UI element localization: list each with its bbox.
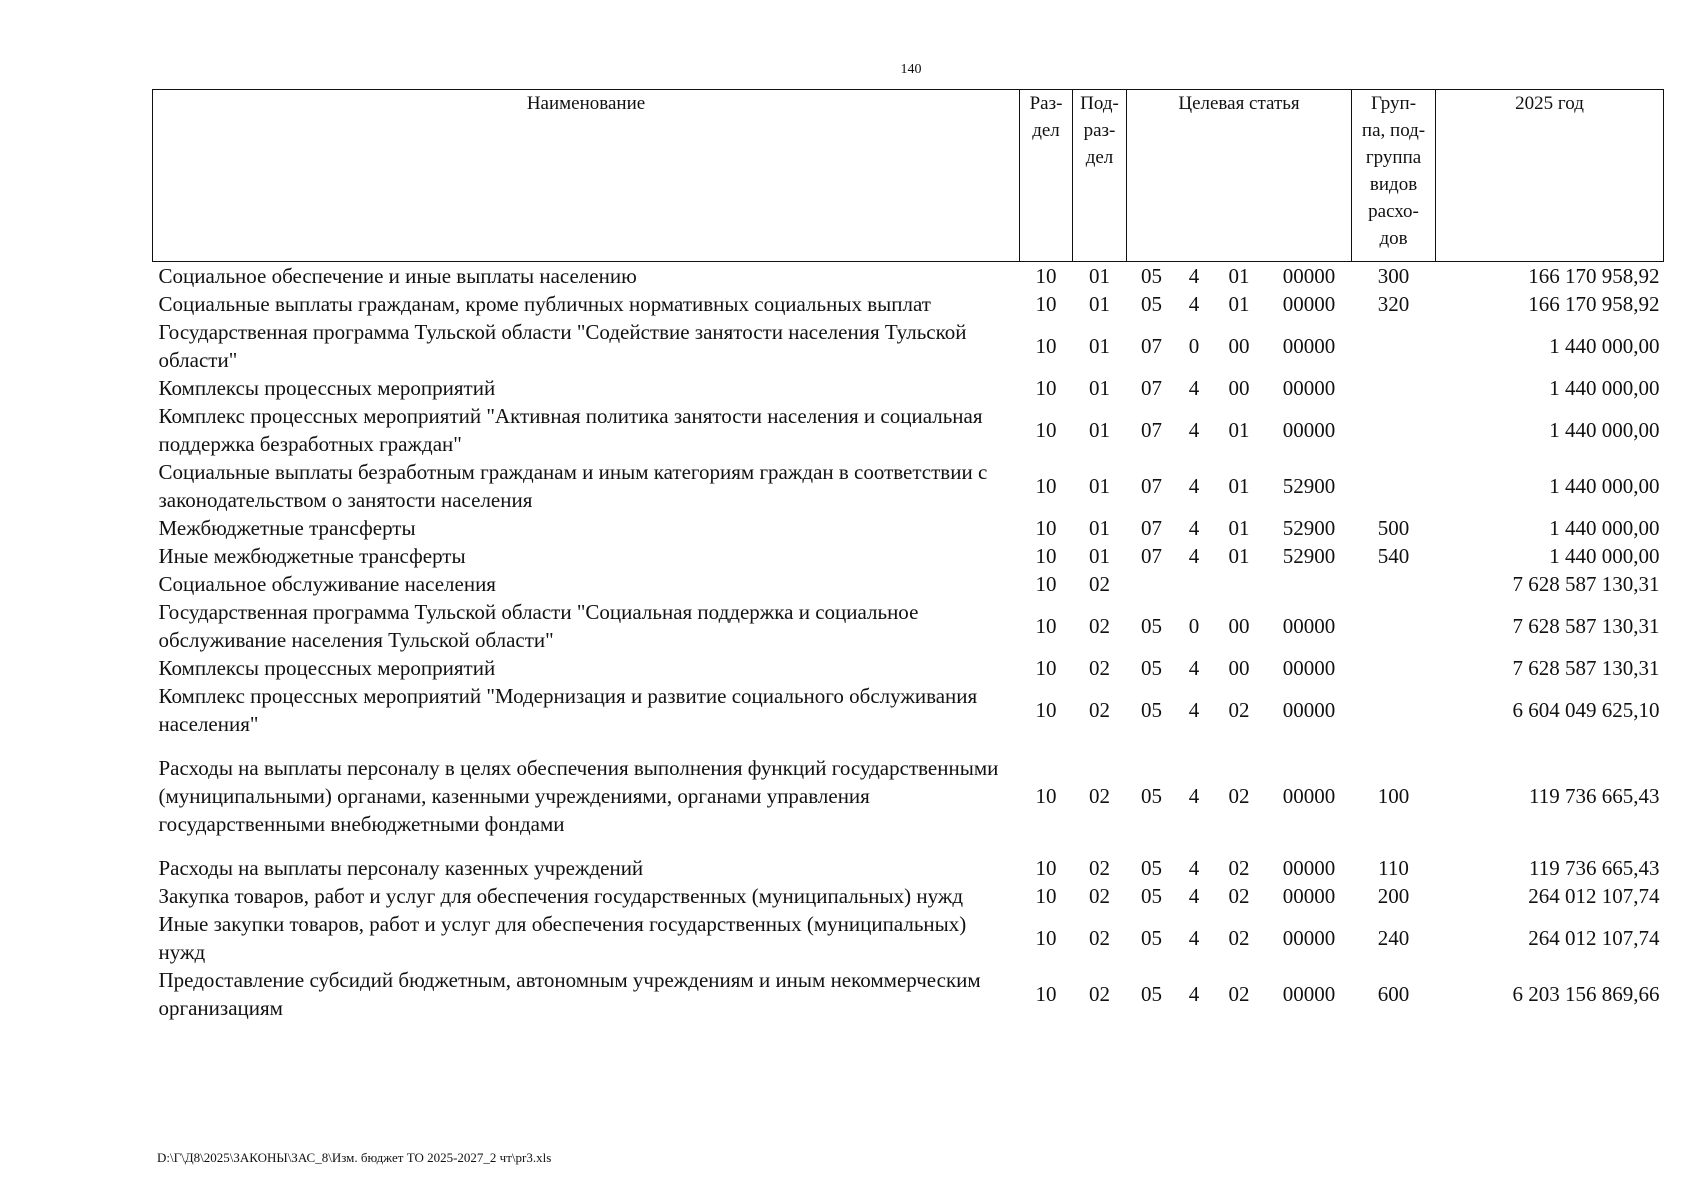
row-target-program: 05 bbox=[1141, 856, 1162, 880]
header-name: Наименование bbox=[153, 90, 1020, 262]
row-target-type bbox=[1177, 570, 1212, 598]
row-target-program: 05 bbox=[1141, 784, 1162, 808]
row-target-direction: 00000 bbox=[1282, 376, 1336, 400]
row-name: Комплексы процессных мероприятий bbox=[158, 376, 496, 400]
row-target-program: 05 bbox=[1141, 926, 1162, 950]
row-target-type: 4 bbox=[1188, 516, 1200, 540]
row-target-type: 4 bbox=[1188, 982, 1200, 1006]
row-expense-group bbox=[1352, 682, 1436, 738]
row-section: 10 bbox=[1035, 418, 1057, 442]
row-target-program: 05 bbox=[1141, 292, 1162, 316]
row-target-subprogram: 02 bbox=[1228, 884, 1250, 908]
row-target-direction: 00000 bbox=[1282, 614, 1336, 638]
row-target-program: 07 bbox=[1141, 474, 1162, 498]
row-target-type: 4 bbox=[1188, 884, 1200, 908]
row-name: Расходы на выплаты персоналу казенных учреждений bbox=[158, 856, 644, 880]
row-target-direction: 52900 bbox=[1282, 516, 1336, 540]
row-expense-group: 500 bbox=[1377, 516, 1410, 540]
page-number: 140 bbox=[900, 62, 922, 77]
row-subsection: 02 bbox=[1089, 614, 1110, 638]
table-row bbox=[153, 290, 1664, 318]
row-target-type: 4 bbox=[1188, 264, 1200, 288]
row-section: 10 bbox=[1035, 544, 1057, 568]
row-expense-group bbox=[1352, 654, 1436, 682]
row-target-program: 07 bbox=[1141, 376, 1162, 400]
row-amount: 7 628 587 130,31 bbox=[1512, 572, 1660, 596]
row-name: Расходы на выплаты персоналу в целях обеспечения выполнения функций государственными (муниципальными) органами, казенными учреждениями, органами управления государственными внебюджетными фондами bbox=[158, 756, 999, 836]
row-amount: 1 440 000,00 bbox=[1549, 334, 1660, 358]
row-name: Социальные выплаты безработным гражданам и иным категориям граждан в соответствии с законодательством о занятости населения bbox=[158, 460, 988, 512]
table-row bbox=[153, 910, 1664, 966]
row-target-direction: 00000 bbox=[1282, 982, 1336, 1006]
row-target-program: 07 bbox=[1141, 418, 1162, 442]
row-target-program bbox=[1127, 570, 1177, 598]
row-target-direction: 00000 bbox=[1282, 856, 1336, 880]
row-subsection: 02 bbox=[1089, 784, 1110, 808]
row-amount: 6 203 156 869,66 bbox=[1512, 982, 1660, 1006]
row-subsection: 02 bbox=[1089, 572, 1110, 596]
row-name: Государственная программа Тульской области "Социальная поддержка и социальное обслуживание населения Тульской области" bbox=[158, 600, 919, 652]
row-subsection: 02 bbox=[1089, 926, 1110, 950]
table-row bbox=[153, 682, 1664, 738]
row-target-subprogram: 01 bbox=[1228, 474, 1250, 498]
table-row bbox=[153, 514, 1664, 542]
row-amount: 166 170 958,92 bbox=[1528, 264, 1660, 288]
row-expense-group bbox=[1352, 570, 1436, 598]
row-amount: 119 736 665,43 bbox=[1529, 856, 1660, 880]
row-expense-group: 320 bbox=[1377, 292, 1410, 316]
table-header bbox=[153, 90, 1664, 262]
row-target-type: 4 bbox=[1188, 784, 1200, 808]
row-target-program: 07 bbox=[1141, 516, 1162, 540]
header-subsection: Под- раз- дел bbox=[1073, 90, 1127, 262]
row-section: 10 bbox=[1035, 334, 1057, 358]
row-expense-group bbox=[1352, 374, 1436, 402]
row-expense-group: 200 bbox=[1377, 884, 1410, 908]
row-target-type: 4 bbox=[1188, 698, 1200, 722]
row-name: Комплекс процессных мероприятий "Модернизация и развитие социального обслуживания населения" bbox=[158, 684, 978, 736]
row-amount: 1 440 000,00 bbox=[1549, 376, 1660, 400]
row-section: 10 bbox=[1035, 572, 1057, 596]
row-target-subprogram: 02 bbox=[1228, 784, 1250, 808]
header-year: 2025 год bbox=[1436, 90, 1664, 262]
table-row bbox=[153, 374, 1664, 402]
row-target-subprogram: 02 bbox=[1228, 698, 1250, 722]
row-target-type: 0 bbox=[1188, 334, 1200, 358]
row-target-direction: 00000 bbox=[1282, 698, 1336, 722]
row-section: 10 bbox=[1035, 884, 1057, 908]
row-target-program: 05 bbox=[1141, 884, 1162, 908]
row-amount: 119 736 665,43 bbox=[1529, 784, 1660, 808]
row-target-subprogram: 02 bbox=[1228, 982, 1250, 1006]
row-name: Иные межбюджетные трансферты bbox=[158, 544, 466, 568]
row-section: 10 bbox=[1035, 698, 1057, 722]
row-amount: 1 440 000,00 bbox=[1549, 544, 1660, 568]
row-target-type: 4 bbox=[1188, 656, 1200, 680]
row-expense-group: 300 bbox=[1377, 264, 1410, 288]
row-target-type: 4 bbox=[1188, 544, 1200, 568]
table-row bbox=[153, 598, 1664, 654]
row-target-type: 4 bbox=[1188, 418, 1200, 442]
table-row bbox=[153, 882, 1664, 910]
row-subsection: 02 bbox=[1089, 884, 1110, 908]
budget-table bbox=[152, 89, 1663, 1022]
row-subsection: 02 bbox=[1089, 656, 1110, 680]
row-target-subprogram: 01 bbox=[1228, 418, 1250, 442]
row-target-subprogram: 02 bbox=[1228, 856, 1250, 880]
row-target-program: 05 bbox=[1141, 698, 1162, 722]
row-target-subprogram: 01 bbox=[1228, 544, 1250, 568]
table-row bbox=[153, 402, 1664, 458]
row-target-subprogram: 02 bbox=[1228, 926, 1250, 950]
row-name: Комплекс процессных мероприятий "Активная политика занятости населения и социальная поддержка безработных граждан" bbox=[158, 404, 983, 456]
row-amount: 1 440 000,00 bbox=[1549, 516, 1660, 540]
row-expense-group: 110 bbox=[1378, 856, 1409, 880]
row-amount: 7 628 587 130,31 bbox=[1512, 614, 1660, 638]
row-section: 10 bbox=[1035, 376, 1057, 400]
row-target-subprogram: 01 bbox=[1228, 516, 1250, 540]
row-target-program: 07 bbox=[1141, 544, 1162, 568]
row-subsection: 01 bbox=[1089, 474, 1110, 498]
row-target-direction: 00000 bbox=[1282, 884, 1336, 908]
row-target-direction: 00000 bbox=[1282, 292, 1336, 316]
header-expense-group: Груп- па, под- группа видов расхо- дов bbox=[1352, 90, 1436, 262]
table-row bbox=[153, 262, 1664, 291]
row-amount: 7 628 587 130,31 bbox=[1512, 656, 1660, 680]
row-subsection: 01 bbox=[1089, 516, 1110, 540]
row-amount: 6 604 049 625,10 bbox=[1512, 698, 1660, 722]
row-name: Государственная программа Тульской области "Содействие занятости населения Тульской области" bbox=[158, 320, 967, 372]
row-section: 10 bbox=[1035, 856, 1057, 880]
row-section: 10 bbox=[1035, 982, 1057, 1006]
header-target-article: Целевая статья bbox=[1127, 90, 1352, 262]
table-row bbox=[153, 854, 1664, 882]
row-expense-group: 540 bbox=[1377, 544, 1410, 568]
table-row bbox=[153, 966, 1664, 1022]
row-subsection: 01 bbox=[1089, 418, 1110, 442]
row-section: 10 bbox=[1035, 292, 1057, 316]
row-target-direction: 00000 bbox=[1282, 926, 1336, 950]
row-amount: 1 440 000,00 bbox=[1549, 418, 1660, 442]
row-name: Социальное обслуживание населения bbox=[158, 572, 496, 596]
table-row bbox=[153, 542, 1664, 570]
row-expense-group: 600 bbox=[1377, 982, 1410, 1006]
row-section: 10 bbox=[1035, 474, 1057, 498]
row-target-type: 4 bbox=[1188, 856, 1200, 880]
row-section: 10 bbox=[1035, 656, 1057, 680]
row-expense-group bbox=[1352, 402, 1436, 458]
row-target-program: 05 bbox=[1141, 656, 1162, 680]
row-subsection: 02 bbox=[1089, 856, 1110, 880]
row-target-direction: 00000 bbox=[1282, 656, 1336, 680]
table-row bbox=[153, 654, 1664, 682]
row-name: Межбюджетные трансферты bbox=[158, 516, 416, 540]
row-target-subprogram: 01 bbox=[1228, 292, 1250, 316]
row-amount: 264 012 107,74 bbox=[1528, 884, 1660, 908]
row-expense-group: 240 bbox=[1377, 926, 1410, 950]
row-target-type: 4 bbox=[1188, 376, 1200, 400]
row-target-subprogram bbox=[1212, 570, 1267, 598]
row-target-subprogram: 00 bbox=[1228, 334, 1250, 358]
table-row bbox=[153, 318, 1664, 374]
row-target-direction: 00000 bbox=[1282, 418, 1336, 442]
row-target-program: 05 bbox=[1141, 982, 1162, 1006]
row-expense-group bbox=[1352, 598, 1436, 654]
row-subsection: 01 bbox=[1089, 292, 1110, 316]
row-expense-group bbox=[1352, 458, 1436, 514]
row-subsection: 01 bbox=[1089, 334, 1110, 358]
table-row bbox=[153, 458, 1664, 514]
row-section: 10 bbox=[1035, 516, 1057, 540]
row-target-direction: 00000 bbox=[1282, 334, 1336, 358]
row-target-program: 05 bbox=[1141, 264, 1162, 288]
row-name: Социальное обеспечение и иные выплаты населению bbox=[158, 264, 637, 288]
row-target-subprogram: 00 bbox=[1228, 614, 1250, 638]
row-amount: 1 440 000,00 bbox=[1549, 474, 1660, 498]
row-target-subprogram: 00 bbox=[1228, 376, 1250, 400]
row-section: 10 bbox=[1035, 784, 1057, 808]
row-name: Иные закупки товаров, работ и услуг для обеспечения государственных (муниципальных) нужд bbox=[158, 912, 967, 964]
row-target-direction: 00000 bbox=[1282, 264, 1336, 288]
row-target-subprogram: 01 bbox=[1228, 264, 1250, 288]
row-target-direction: 00000 bbox=[1282, 784, 1336, 808]
header-section: Раз- дел bbox=[1020, 90, 1073, 262]
file-path-footer: D:\Г\Д8\2025\ЗАКОНЫ\ЗАС_8\Изм. бюджет ТО 2025-2027_2 чт\pr3.xls bbox=[157, 1150, 552, 1165]
row-name: Предоставление субсидий бюджетным, автономным учреждениям и иным некоммерческим организациям bbox=[158, 968, 981, 1020]
row-target-type: 4 bbox=[1188, 474, 1200, 498]
row-subsection: 01 bbox=[1089, 264, 1110, 288]
row-target-program: 07 bbox=[1141, 334, 1162, 358]
table-row bbox=[153, 738, 1664, 854]
row-target-direction bbox=[1267, 570, 1352, 598]
row-target-type: 0 bbox=[1188, 614, 1200, 638]
row-expense-group bbox=[1352, 318, 1436, 374]
row-section: 10 bbox=[1035, 614, 1057, 638]
row-name: Социальные выплаты гражданам, кроме публичных нормативных социальных выплат bbox=[158, 292, 931, 316]
row-name: Комплексы процессных мероприятий bbox=[158, 656, 496, 680]
row-section: 10 bbox=[1035, 264, 1057, 288]
row-subsection: 01 bbox=[1089, 376, 1110, 400]
row-target-subprogram: 00 bbox=[1228, 656, 1250, 680]
row-target-type: 4 bbox=[1188, 292, 1200, 316]
row-target-type: 4 bbox=[1188, 926, 1200, 950]
row-target-direction: 52900 bbox=[1282, 474, 1336, 498]
row-subsection: 02 bbox=[1089, 982, 1110, 1006]
row-amount: 166 170 958,92 bbox=[1528, 292, 1660, 316]
row-expense-group: 100 bbox=[1377, 784, 1410, 808]
row-section: 10 bbox=[1035, 926, 1057, 950]
row-subsection: 02 bbox=[1089, 698, 1110, 722]
table-row bbox=[153, 570, 1664, 598]
row-target-program: 05 bbox=[1141, 614, 1162, 638]
row-target-direction: 52900 bbox=[1282, 544, 1336, 568]
row-name: Закупка товаров, работ и услуг для обеспечения государственных (муниципальных) нужд bbox=[158, 884, 964, 908]
row-amount: 264 012 107,74 bbox=[1528, 926, 1660, 950]
row-subsection: 01 bbox=[1089, 544, 1110, 568]
